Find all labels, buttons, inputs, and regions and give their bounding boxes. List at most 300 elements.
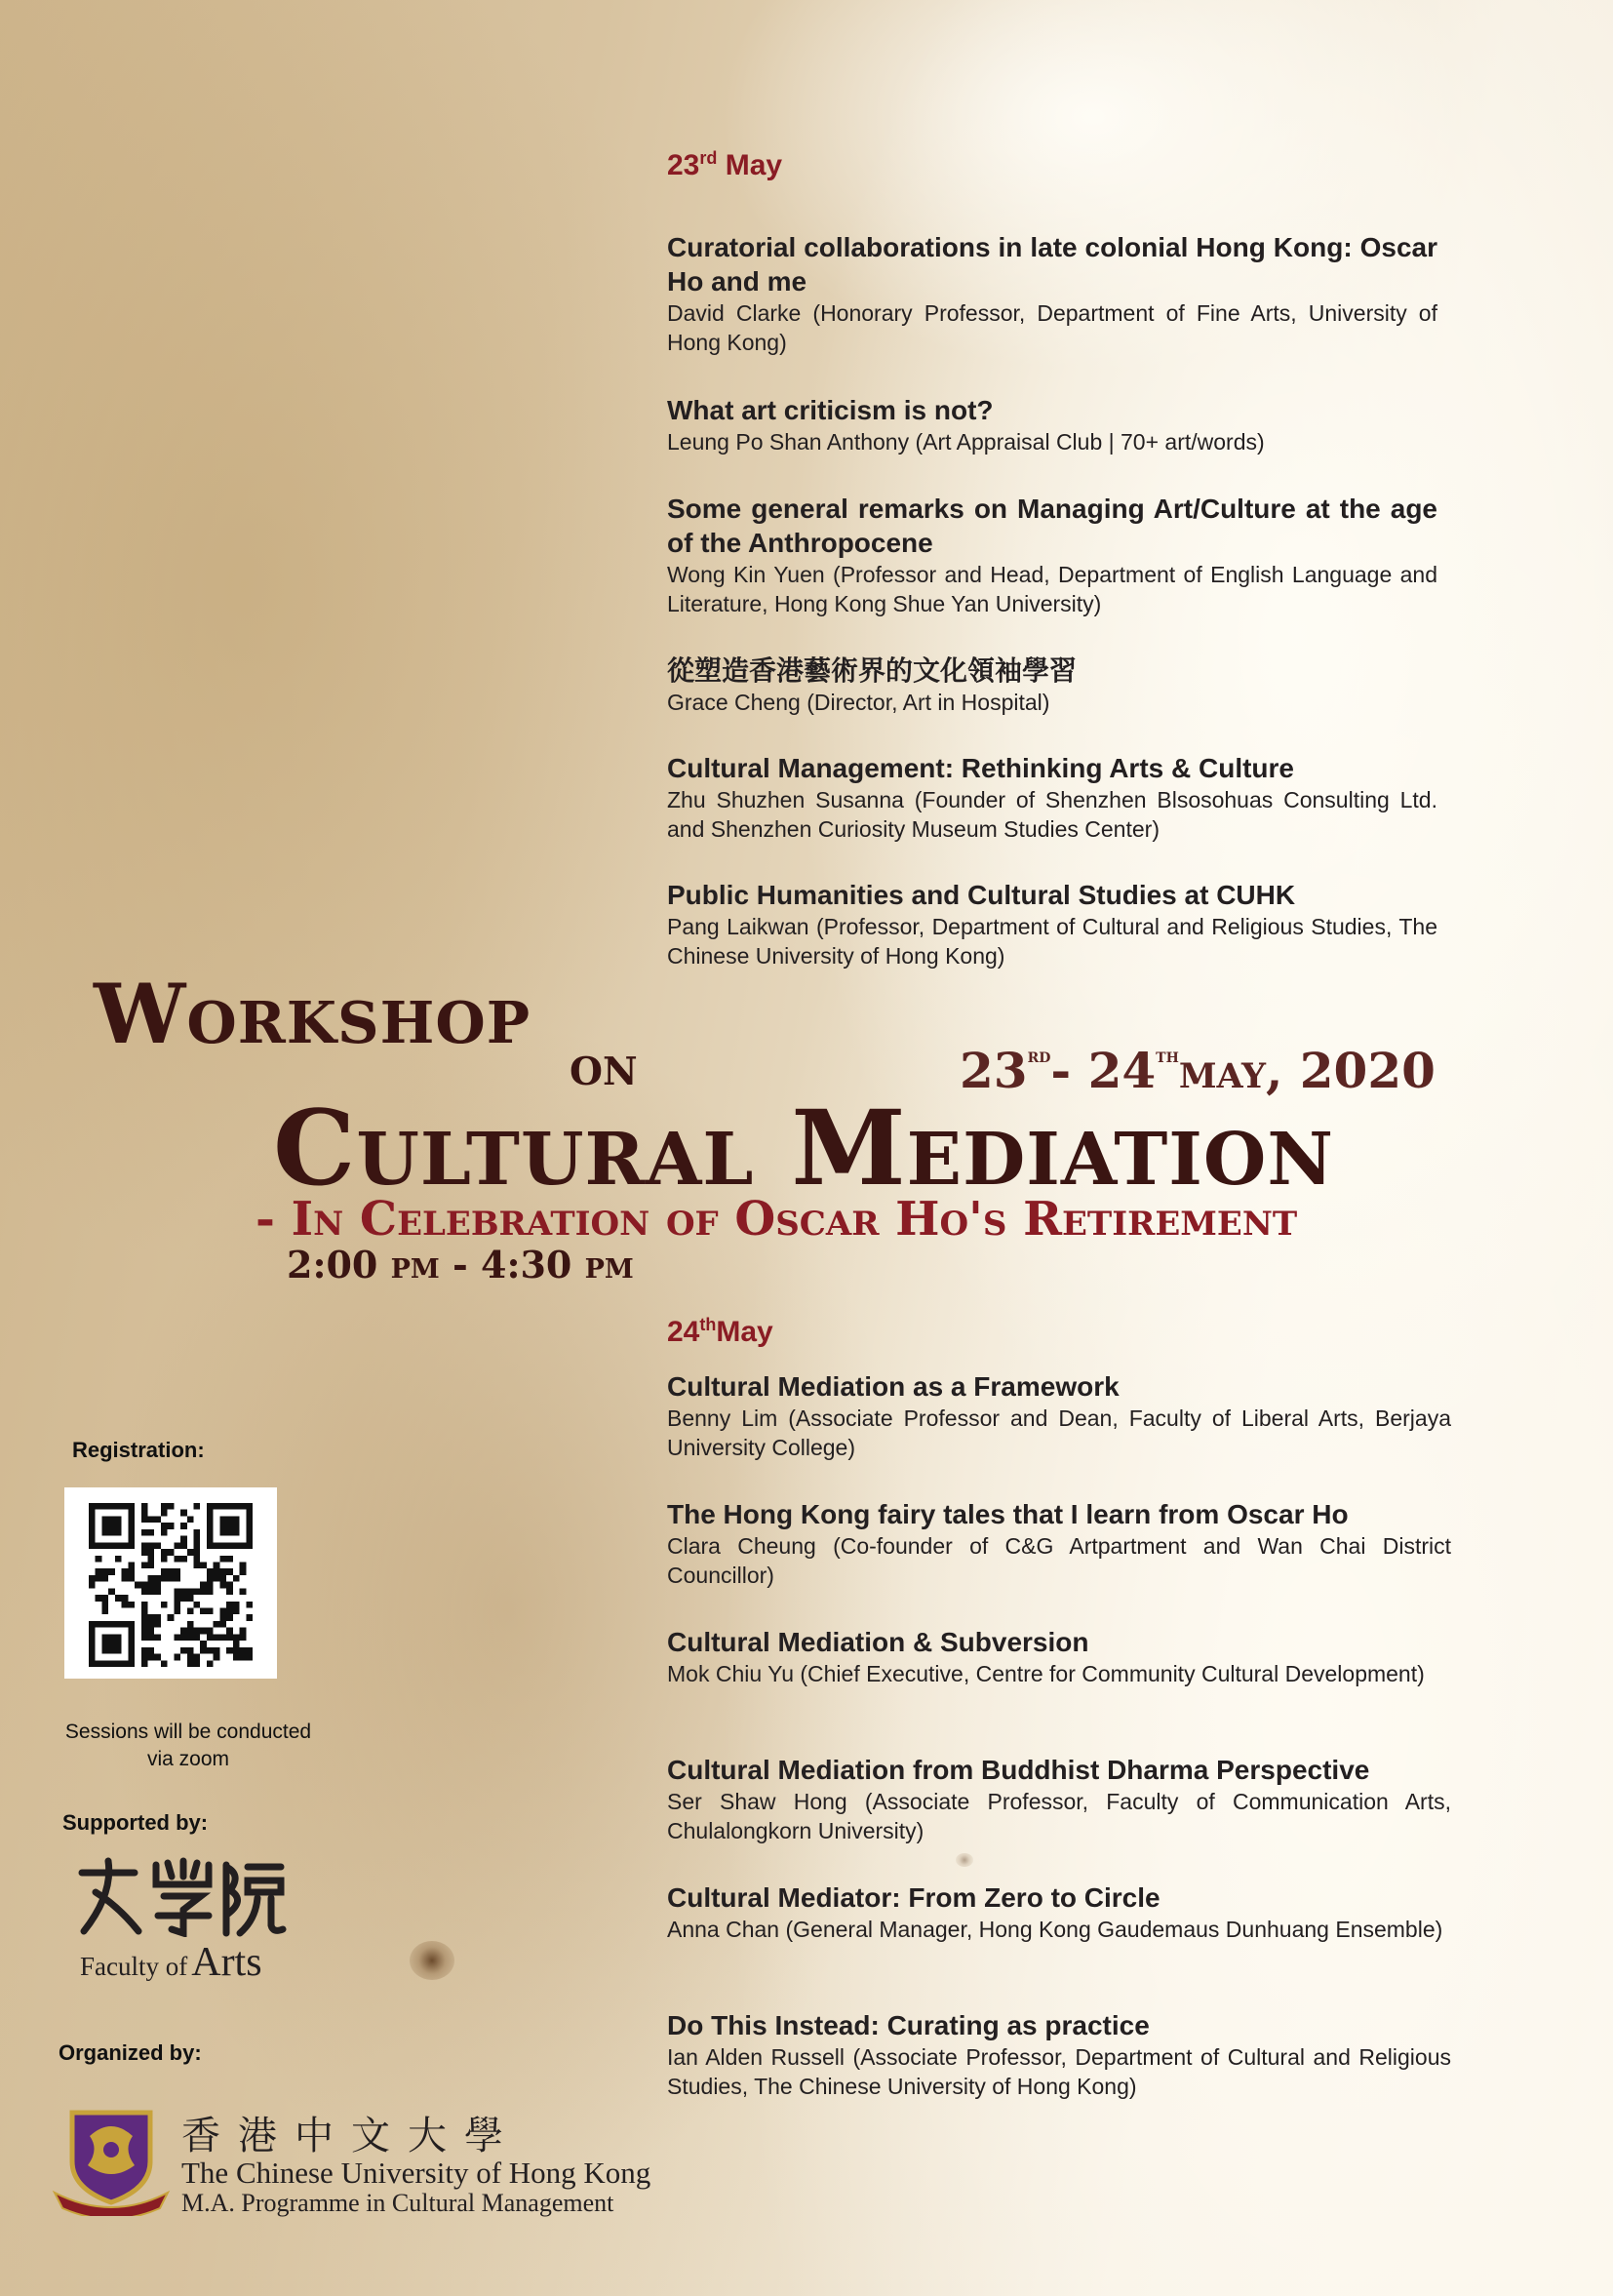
qr-module <box>108 1516 115 1523</box>
qr-module <box>200 1562 207 1568</box>
qr-module <box>115 1634 122 1641</box>
qr-module <box>96 1621 102 1628</box>
qr-module <box>89 1503 96 1510</box>
qr-module <box>219 1614 226 1621</box>
qr-module <box>154 1575 161 1582</box>
qr-module <box>180 1556 187 1563</box>
qr-module <box>233 1523 240 1529</box>
qr-module <box>207 1529 214 1536</box>
session-title: Curatorial collaborations in late colonial Hong Kong: Oscar Ho and me <box>667 232 1437 297</box>
qr-module <box>194 1503 201 1510</box>
qr-module <box>141 1628 148 1635</box>
qr-module <box>246 1614 253 1621</box>
qr-module <box>154 1654 161 1661</box>
qr-module <box>161 1660 168 1667</box>
qr-module <box>233 1602 240 1608</box>
session-item <box>667 878 1437 970</box>
qr-module <box>194 1536 201 1543</box>
qr-module <box>168 1523 175 1529</box>
qr-module <box>174 1556 180 1563</box>
qr-module <box>180 1588 187 1595</box>
qr-module <box>207 1575 214 1582</box>
qr-module <box>207 1588 214 1595</box>
session-title: Do This Instead: Curating as practice <box>667 2010 1150 2040</box>
qr-module <box>207 1510 214 1517</box>
qr-module <box>226 1503 233 1510</box>
session-title: What art criticism is not? <box>667 395 994 425</box>
session-title: Cultural Mediation from Buddhist Dharma Perspective <box>667 1755 1370 1785</box>
session-item <box>667 2008 1451 2101</box>
qr-module <box>161 1575 168 1582</box>
qr-module <box>207 1634 214 1641</box>
qr-module <box>194 1562 201 1568</box>
qr-module <box>101 1621 108 1628</box>
session-speaker: Benny Lim (Associate Professor and Dean, Faculty of Liberal Arts, Berjaya University College) <box>667 1405 1451 1460</box>
qr-module <box>147 1542 154 1549</box>
faculty-of-arts-wordmark: Faculty of Arts <box>80 1940 262 1985</box>
qr-module <box>174 1588 180 1595</box>
qr-module <box>226 1608 233 1615</box>
qr-module <box>108 1542 115 1549</box>
qr-module <box>108 1621 115 1628</box>
qr-module <box>214 1542 220 1549</box>
qr-module <box>108 1641 115 1647</box>
qr-module <box>122 1660 129 1667</box>
qr-module <box>200 1608 207 1615</box>
event-title-main: Cultural Mediation <box>273 1087 1335 1208</box>
qr-module <box>194 1588 201 1595</box>
session-title: Cultural Mediation & Subversion <box>667 1627 1089 1657</box>
qr-module <box>89 1628 96 1635</box>
qr-module <box>180 1634 187 1641</box>
qr-module <box>108 1647 115 1654</box>
qr-module <box>219 1582 226 1589</box>
qr-module <box>180 1595 187 1602</box>
session-title: Some general remarks on Managing Art/Culture at the age of the Anthropocene <box>667 494 1437 558</box>
qr-module <box>141 1510 148 1517</box>
qr-module <box>115 1516 122 1523</box>
qr-module <box>219 1575 226 1582</box>
qr-module <box>168 1568 175 1575</box>
qr-module <box>180 1536 187 1543</box>
session-item <box>667 393 1437 456</box>
qr-module <box>89 1510 96 1517</box>
qr-module <box>207 1536 214 1543</box>
qr-module <box>174 1542 180 1549</box>
qr-module <box>89 1634 96 1641</box>
qr-module <box>194 1634 201 1641</box>
cuhk-chinese-name: 香港中文大學 <box>181 2114 521 2157</box>
session-item <box>667 751 1437 844</box>
qr-module <box>147 1647 154 1654</box>
session-item <box>667 653 1437 717</box>
qr-module <box>161 1503 168 1510</box>
qr-module <box>240 1647 247 1654</box>
qr-module <box>226 1523 233 1529</box>
qr-module <box>128 1647 135 1654</box>
session-speaker: Wong Kin Yuen (Professor and Head, Department of English Language and Literature, Hong Kong Shue Yan University) <box>667 562 1437 616</box>
qr-module <box>200 1641 207 1647</box>
session-item <box>667 1497 1451 1590</box>
qr-module <box>207 1608 214 1615</box>
qr-module <box>246 1523 253 1529</box>
qr-module <box>154 1516 161 1523</box>
qr-module <box>207 1582 214 1589</box>
qr-module <box>141 1614 148 1621</box>
qr-module <box>128 1568 135 1575</box>
qr-module <box>219 1516 226 1523</box>
qr-module <box>240 1628 247 1635</box>
qr-module <box>219 1503 226 1510</box>
qr-module <box>194 1549 201 1556</box>
qr-module <box>108 1588 115 1595</box>
qr-module <box>168 1614 175 1621</box>
qr-module <box>101 1595 108 1602</box>
qr-module <box>194 1542 201 1549</box>
qr-module <box>115 1503 122 1510</box>
qr-module <box>226 1602 233 1608</box>
qr-module <box>128 1634 135 1641</box>
session-item <box>667 1625 1451 1688</box>
qr-module <box>115 1621 122 1628</box>
qr-module <box>240 1634 247 1641</box>
qr-module <box>226 1542 233 1549</box>
paper-stain <box>956 1853 973 1867</box>
qr-module <box>187 1621 194 1628</box>
qr-module <box>122 1575 129 1582</box>
session-item <box>667 1753 1451 1845</box>
day-2-heading: 24thMay <box>667 1315 773 1348</box>
qr-module <box>141 1549 148 1556</box>
qr-module <box>161 1523 168 1529</box>
qr-module <box>219 1523 226 1529</box>
event-dates: 23RD- 24THmay, 2020 <box>960 1042 1436 1099</box>
qr-module <box>147 1549 154 1556</box>
qr-code-icon[interactable] <box>64 1487 277 1679</box>
cuhk-english-name: The Chinese University of Hong Kong <box>181 2156 651 2190</box>
session-speaker: David Clarke (Honorary Professor, Department of Fine Arts, University of Hong Kong) <box>667 300 1437 355</box>
qr-module <box>101 1608 108 1615</box>
event-title-on: on <box>570 1034 638 1098</box>
qr-module <box>226 1516 233 1523</box>
qr-module <box>101 1634 108 1641</box>
qr-module <box>128 1542 135 1549</box>
qr-module <box>240 1503 247 1510</box>
qr-module <box>207 1647 214 1654</box>
qr-module <box>147 1582 154 1589</box>
qr-module <box>246 1654 253 1661</box>
qr-module <box>89 1529 96 1536</box>
qr-module <box>200 1647 207 1654</box>
qr-module <box>128 1523 135 1529</box>
qr-module <box>226 1634 233 1641</box>
session-title: Cultural Mediator: From Zero to Circle <box>667 1882 1161 1913</box>
qr-module <box>174 1634 180 1641</box>
qr-module <box>115 1647 122 1654</box>
session-speaker: Leung Po Shan Anthony (Art Appraisal Club | 70+ art/words) <box>667 429 1265 455</box>
qr-module <box>141 1562 148 1568</box>
session-item <box>667 230 1437 357</box>
qr-module <box>161 1549 168 1556</box>
qr-module <box>122 1595 129 1602</box>
qr-module <box>154 1634 161 1641</box>
qr-module <box>135 1582 141 1589</box>
qr-module <box>226 1556 233 1563</box>
session-speaker: Clara Cheung (Co-founder of C&G Artpartment and Wan Chai District Councillor) <box>667 1533 1451 1588</box>
qr-module <box>89 1542 96 1549</box>
qr-module <box>226 1582 233 1589</box>
qr-module <box>174 1568 180 1575</box>
qr-module <box>108 1523 115 1529</box>
qr-module <box>219 1556 226 1563</box>
qr-module <box>141 1602 148 1608</box>
session-item <box>667 1369 1451 1462</box>
event-time: 2:00 pm - 4:30 pm <box>287 1243 634 1287</box>
event-title-workshop: Workshop <box>94 966 531 1062</box>
qr-module <box>122 1568 129 1575</box>
qr-module <box>128 1536 135 1543</box>
qr-module <box>246 1516 253 1523</box>
qr-module <box>168 1575 175 1582</box>
event-subtitle: - In Celebration of Oscar Ho's Retirement <box>256 1192 1298 1247</box>
qr-module <box>128 1621 135 1628</box>
qr-module <box>174 1608 180 1615</box>
qr-module <box>147 1556 154 1563</box>
qr-module <box>214 1634 220 1641</box>
qr-module <box>122 1503 129 1510</box>
qr-module <box>128 1503 135 1510</box>
qr-module <box>108 1634 115 1641</box>
qr-module <box>161 1510 168 1517</box>
qr-module <box>161 1568 168 1575</box>
qr-module <box>141 1660 148 1667</box>
qr-module <box>147 1634 154 1641</box>
qr-module <box>246 1503 253 1510</box>
qr-module <box>101 1602 108 1608</box>
session-item <box>667 1880 1451 1944</box>
qr-module <box>128 1628 135 1635</box>
qr-module <box>174 1602 180 1608</box>
qr-module <box>101 1523 108 1529</box>
qr-module <box>187 1647 194 1654</box>
qr-module <box>219 1608 226 1615</box>
qr-module <box>128 1641 135 1647</box>
qr-module <box>180 1542 187 1549</box>
qr-module <box>147 1654 154 1661</box>
qr-module <box>115 1595 122 1602</box>
qr-module <box>122 1602 129 1608</box>
qr-module <box>207 1628 214 1635</box>
qr-module <box>141 1503 148 1510</box>
qr-module <box>108 1660 115 1667</box>
qr-module <box>101 1529 108 1536</box>
qr-module <box>96 1542 102 1549</box>
paper-stain <box>410 1941 454 1980</box>
qr-module <box>147 1621 154 1628</box>
qr-module <box>180 1523 187 1529</box>
qr-module <box>89 1654 96 1661</box>
qr-module <box>128 1516 135 1523</box>
qr-module <box>207 1523 214 1529</box>
qr-module <box>240 1562 247 1568</box>
qr-module <box>174 1654 180 1661</box>
qr-module <box>141 1516 148 1523</box>
qr-module <box>207 1503 214 1510</box>
qr-module <box>219 1542 226 1549</box>
qr-module <box>219 1568 226 1575</box>
qr-module <box>226 1529 233 1536</box>
qr-module <box>89 1660 96 1667</box>
qr-module <box>147 1516 154 1523</box>
qr-module <box>214 1647 220 1654</box>
qr-module <box>154 1542 161 1549</box>
qr-module <box>89 1621 96 1628</box>
qr-module <box>233 1654 240 1661</box>
qr-module <box>161 1529 168 1536</box>
qr-module <box>96 1595 102 1602</box>
qr-module <box>187 1608 194 1615</box>
qr-module <box>96 1556 102 1563</box>
qr-module <box>226 1588 233 1595</box>
qr-module <box>115 1542 122 1549</box>
qr-module <box>233 1641 240 1647</box>
qr-module <box>226 1628 233 1635</box>
qr-module <box>161 1602 168 1608</box>
qr-module <box>187 1660 194 1667</box>
qr-module <box>214 1503 220 1510</box>
qr-module <box>147 1562 154 1568</box>
qr-module <box>214 1654 220 1661</box>
qr-module <box>174 1575 180 1582</box>
qr-module <box>89 1582 96 1589</box>
qr-module <box>147 1628 154 1635</box>
qr-module <box>101 1516 108 1523</box>
qr-module <box>147 1614 154 1621</box>
registration-label: Registration: <box>72 1438 205 1462</box>
session-title: 從塑造香港藝術界的文化領袖學習 <box>667 655 1078 686</box>
qr-module <box>240 1542 247 1549</box>
qr-module <box>246 1602 253 1608</box>
qr-module <box>89 1647 96 1654</box>
qr-module <box>141 1621 148 1628</box>
qr-module <box>122 1542 129 1549</box>
qr-module <box>180 1628 187 1635</box>
qr-module <box>128 1575 135 1582</box>
qr-module <box>246 1542 253 1549</box>
qr-module <box>115 1660 122 1667</box>
qr-module <box>141 1542 148 1549</box>
qr-module <box>101 1542 108 1549</box>
qr-module <box>154 1588 161 1595</box>
qr-module <box>115 1556 122 1563</box>
session-speaker: Grace Cheng (Director, Art in Hospital) <box>667 690 1050 715</box>
session-title: Public Humanities and Cultural Studies at CUHK <box>667 880 1296 910</box>
qr-module <box>233 1516 240 1523</box>
qr-module <box>187 1634 194 1641</box>
qr-module <box>187 1549 194 1556</box>
qr-module <box>89 1575 96 1582</box>
session-speaker: Zhu Shuzhen Susanna (Founder of Shenzhen Blsosohuas Consulting Ltd. and Shenzhen Curiosity Museum Studies Center) <box>667 787 1437 842</box>
qr-module <box>219 1621 226 1628</box>
qr-module <box>141 1654 148 1661</box>
qr-module <box>187 1628 194 1635</box>
qr-module <box>226 1647 233 1654</box>
qr-module <box>147 1575 154 1582</box>
qr-module <box>233 1503 240 1510</box>
qr-module <box>115 1641 122 1647</box>
qr-module <box>128 1602 135 1608</box>
qr-module <box>101 1641 108 1647</box>
qr-module <box>89 1641 96 1647</box>
qr-module <box>214 1568 220 1575</box>
zoom-note: Sessions will be conducted via zoom <box>64 1721 312 1770</box>
qr-module <box>96 1575 102 1582</box>
qr-module <box>207 1660 214 1667</box>
qr-module <box>246 1536 253 1543</box>
qr-module <box>233 1575 240 1582</box>
qr-module <box>187 1595 194 1602</box>
qr-module <box>233 1634 240 1641</box>
qr-module <box>141 1647 148 1654</box>
qr-module <box>246 1647 253 1654</box>
qr-module <box>233 1608 240 1615</box>
qr-module <box>187 1516 194 1523</box>
qr-module <box>180 1647 187 1654</box>
qr-module <box>147 1588 154 1595</box>
qr-module <box>101 1503 108 1510</box>
qr-module <box>194 1602 201 1608</box>
qr-module <box>141 1608 148 1615</box>
session-title: The Hong Kong fairy tales that I learn from Oscar Ho <box>667 1499 1349 1529</box>
qr-module <box>96 1660 102 1667</box>
qr-module <box>128 1562 135 1568</box>
cuhk-crest-icon <box>51 2107 172 2216</box>
qr-module <box>226 1568 233 1575</box>
qr-module <box>246 1529 253 1536</box>
qr-module <box>207 1542 214 1549</box>
qr-module <box>214 1621 220 1628</box>
qr-module <box>161 1556 168 1563</box>
qr-module <box>89 1536 96 1543</box>
qr-module <box>168 1549 175 1556</box>
qr-module <box>194 1654 201 1661</box>
qr-module <box>168 1503 175 1510</box>
qr-module <box>108 1529 115 1536</box>
qr-module <box>154 1582 161 1589</box>
qr-module <box>141 1588 148 1595</box>
qr-module <box>233 1542 240 1549</box>
session-speaker: Pang Laikwan (Professor, Department of Cultural and Religious Studies, The Chinese University of Hong Kong) <box>667 914 1437 969</box>
qr-module <box>141 1529 148 1536</box>
qr-module <box>233 1529 240 1536</box>
qr-module <box>200 1628 207 1635</box>
qr-module <box>101 1568 108 1575</box>
qr-module <box>214 1575 220 1582</box>
qr-module <box>101 1660 108 1667</box>
qr-module <box>194 1660 201 1667</box>
qr-module <box>240 1654 247 1661</box>
qr-module <box>219 1634 226 1641</box>
session-speaker: Anna Chan (General Manager, Hong Kong Gaudemaus Dunhuang Ensemble) <box>667 1917 1443 1942</box>
qr-module <box>108 1503 115 1510</box>
qr-module <box>101 1647 108 1654</box>
qr-module <box>187 1654 194 1661</box>
qr-module <box>147 1529 154 1536</box>
session-speaker: Mok Chiu Yu (Chief Executive, Centre for Community Cultural Development) <box>667 1661 1425 1686</box>
qr-module <box>115 1523 122 1529</box>
faculty-of-arts-logo <box>74 1855 287 1937</box>
qr-module <box>219 1529 226 1536</box>
